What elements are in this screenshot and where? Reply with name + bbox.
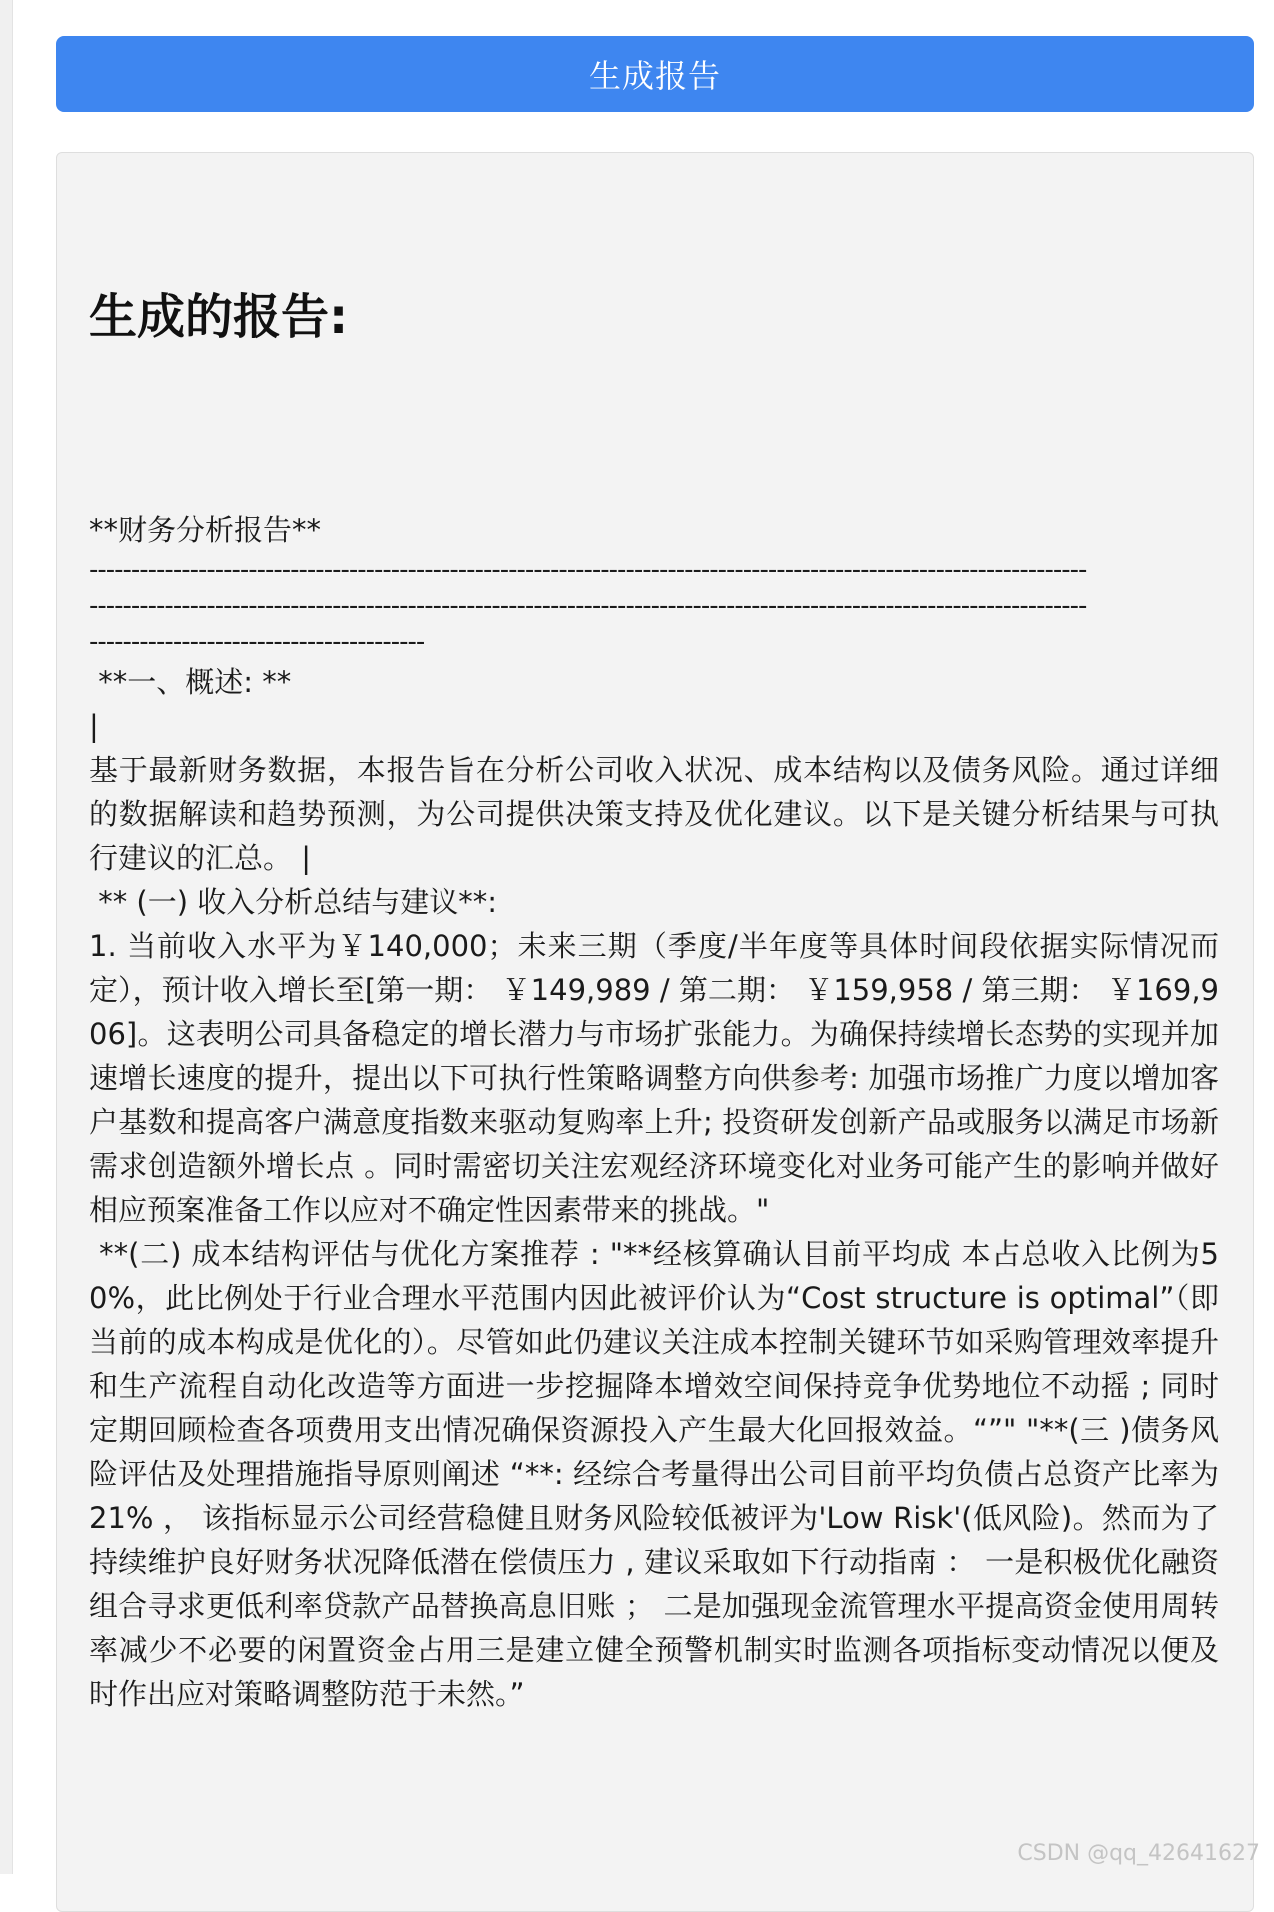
- pipe-separator: |: [89, 704, 1219, 748]
- divider-line-2: -----------------------------------------------------------------------------------------------------------------------: [89, 588, 1219, 624]
- section-income-title: ** (一) 收入分析总结与建议**:: [89, 880, 1219, 924]
- report-body: [89, 508, 1219, 1716]
- generate-report-button[interactable]: 生成报告: [56, 36, 1254, 112]
- divider-line-1: -----------------------------------------------------------------------------------------------------------------------: [89, 552, 1219, 588]
- window-left-edge: [0, 0, 13, 1874]
- cost-and-debt-paragraph: **(二) 成本结构评估与优化方案推荐 : "**经核算确认目前平均成 本占总收入比例为50%，此比例处于行业合理水平范围内因此被评价认为“Cost structure is optimal”（即当前的成本构成是优化的）。尽管如此仍建议关注成本控制关键环节如采购管理效率提升和生产流程自动化改造等方面进一步挖掘降本增效空间保持竞争优势地位不动摇 ; 同时定期回顾检查各项费用支出情况确保资源投入产生最大化回报效益。“”" "**(三 )债务风险评估及处理措施指导原则阐述 “**: 经综合考量得出公司目前平均负债占总资产比率为21% ， 该指标显示公司经营稳健且财务风险较低被评为'Low Risk'(低风险)。然而为了持续维护良好财务状况降低潜在偿债压力 , 建议采取如下行动指南 ： 一是积极优化融资组合寻求更低利率贷款产品替换高息旧账 ； 二是加强现金流管理水平提高资金使用周转率减少不必要的闲置资金占用三是建立健全预警机制实时监测各项指标变动情况以便及时作出应对策略调整防范于未然。”: [89, 1232, 1219, 1716]
- section-overview-title: **一、概述: **: [89, 660, 1219, 704]
- report-panel: [56, 152, 1254, 1912]
- income-paragraph: 1. 当前收入水平为￥140,000；未来三期（季度/半年度等具体时间段依据实际情况而定），预计收入增长至[第一期： ￥149,989 / 第二期： ￥159,958 / 第三期： ￥169,906]。这表明公司具备稳定的增长潜力与市场扩张能力。为确保持续增长态势的实现并加速增长速度的提升，提出以下可执行性策略调整方向供参考: 加强市场推广力度以增加客户基数和提高客户满意度指数来驱动复购率上升; 投资研发创新产品或服务以满足市场新需求创造额外增长点 。同时需密切关注宏观经济环境变化对业务可能产生的影响并做好相应预案准备工作以应对不确定性因素带来的挑战。": [89, 924, 1219, 1232]
- divider-line-3: ----------------------------------------: [89, 624, 1219, 660]
- overview-paragraph: 基于最新财务数据，本报告旨在分析公司收入状况、成本结构以及债务风险。通过详细的数据解读和趋势预测，为公司提供决策支持及优化建议。以下是关键分析结果与可执行建议的汇总。 |: [89, 748, 1219, 880]
- report-heading: 生成的报告:: [89, 293, 348, 341]
- csdn-watermark: CSDN @qq_42641627: [1017, 1841, 1260, 1866]
- report-title-line: **财务分析报告**: [89, 508, 1219, 552]
